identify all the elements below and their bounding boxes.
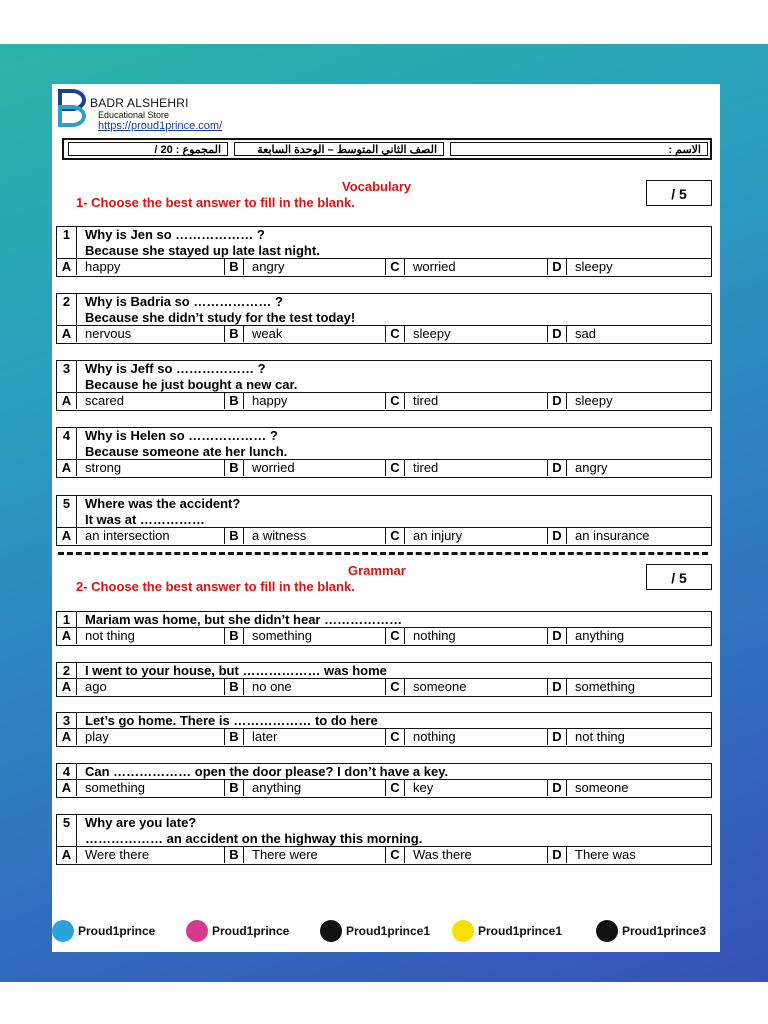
option-c[interactable]: nothing	[413, 628, 456, 643]
brand-logo-icon	[56, 88, 92, 128]
option-b[interactable]: weak	[252, 326, 283, 341]
option-b[interactable]: no one	[252, 679, 292, 694]
option-b[interactable]: something	[252, 628, 312, 643]
answer-options	[57, 678, 711, 696]
option-letter-b: B	[224, 528, 244, 544]
snapchat-icon	[452, 920, 474, 942]
question-text: Why is Jeff so ……………… ?	[85, 361, 266, 376]
question-text: Let’s go home. There is ……………… to do here	[85, 713, 378, 728]
option-d[interactable]: not thing	[575, 729, 625, 744]
social-handle: Proud1prince	[78, 924, 156, 938]
class-unit: الصف الثاني المتوسط – الوحدة السابعة	[234, 142, 444, 156]
question-number: 5	[57, 815, 77, 848]
option-letter-a: A	[57, 393, 77, 409]
worksheet	[52, 84, 720, 952]
option-letter-c: C	[385, 729, 405, 745]
option-letter-b: B	[224, 326, 244, 342]
option-c[interactable]: tired	[413, 460, 439, 475]
social-handle: Proud1prince1	[478, 924, 563, 938]
option-a[interactable]: Were there	[85, 847, 150, 862]
option-letter-c: C	[385, 528, 405, 544]
option-d[interactable]: anything	[575, 628, 625, 643]
question-text-line2: Because someone ate her lunch.	[85, 444, 288, 459]
question-number: 4	[57, 764, 77, 781]
option-letter-c: C	[385, 780, 405, 796]
social-handle: Proud1prince	[212, 924, 290, 938]
option-letter-d: D	[547, 780, 567, 796]
question-number: 5	[57, 496, 77, 529]
option-letter-d: D	[547, 460, 567, 476]
question-text-line2: Because she didn’t study for the test today!	[85, 310, 356, 325]
answer-options	[57, 392, 711, 410]
option-c[interactable]: someone	[413, 679, 467, 694]
vocabulary-score-box: / 5	[646, 180, 712, 206]
option-letter-c: C	[385, 679, 405, 695]
instagram-icon	[186, 920, 208, 942]
question-text: Why are you late?	[85, 815, 197, 830]
question-number: 1	[57, 227, 77, 260]
option-letter-b: B	[224, 847, 244, 863]
option-c[interactable]: nothing	[413, 729, 456, 744]
option-c[interactable]: an injury	[413, 528, 463, 543]
question-number: 3	[57, 713, 77, 730]
option-d[interactable]: angry	[575, 460, 608, 475]
option-a[interactable]: nervous	[85, 326, 132, 341]
option-letter-b: B	[224, 679, 244, 695]
option-d[interactable]: something	[575, 679, 635, 694]
option-d[interactable]: sad	[575, 326, 596, 341]
option-c[interactable]: key	[413, 780, 434, 795]
question-5	[56, 814, 712, 865]
option-c[interactable]: Was there	[413, 847, 472, 862]
social-handle: Proud1prince3	[622, 924, 707, 938]
option-b[interactable]: later	[252, 729, 278, 744]
option-b[interactable]: worried	[252, 460, 295, 475]
option-a[interactable]: scared	[85, 393, 125, 408]
option-letter-c: C	[385, 326, 405, 342]
tiktok-icon	[320, 920, 342, 942]
grammar-title: Grammar	[348, 563, 406, 578]
option-letter-d: D	[547, 628, 567, 644]
name-field[interactable]: الاسم :	[450, 142, 708, 156]
option-letter-a: A	[57, 847, 77, 863]
option-letter-c: C	[385, 259, 405, 275]
question-text: Where was the accident?	[85, 496, 241, 511]
option-letter-d: D	[547, 393, 567, 409]
vocabulary-instruction: 1- Choose the best answer to fill in the blank.	[76, 195, 355, 210]
option-c[interactable]: tired	[413, 393, 439, 408]
option-letter-a: A	[57, 679, 77, 695]
answer-options	[57, 627, 711, 645]
option-b[interactable]: a witness	[252, 528, 307, 543]
option-letter-c: C	[385, 847, 405, 863]
answer-options	[57, 325, 711, 343]
option-letter-c: C	[385, 393, 405, 409]
student-header	[62, 138, 712, 160]
option-letter-a: A	[57, 628, 77, 644]
question-text: Can ……………… open the door please? I don’t have a key.	[85, 764, 449, 779]
question-4	[56, 763, 712, 798]
question-1	[56, 611, 712, 646]
question-text-line2: Because she stayed up late last night.	[85, 243, 320, 258]
answer-options	[57, 527, 711, 545]
option-a[interactable]: strong	[85, 460, 122, 475]
answer-options	[57, 728, 711, 746]
option-letter-d: D	[547, 679, 567, 695]
option-d[interactable]: sleepy	[575, 259, 613, 274]
section-divider	[58, 552, 708, 555]
answer-options	[57, 846, 711, 864]
question-number: 1	[57, 612, 77, 629]
option-letter-b: B	[224, 393, 244, 409]
option-a[interactable]: play	[85, 729, 109, 744]
option-letter-a: A	[57, 460, 77, 476]
option-a[interactable]: an intersection	[85, 528, 170, 543]
option-d[interactable]: There was	[575, 847, 636, 862]
option-letter-a: A	[57, 729, 77, 745]
question-3	[56, 360, 712, 411]
question-text-line2: ……………… an accident on the highway this morning.	[85, 831, 423, 846]
social-handle: Proud1prince1	[346, 924, 431, 938]
brand-name: BADR ALSHEHRI	[90, 96, 189, 110]
option-c[interactable]: sleepy	[413, 326, 451, 341]
question-number: 3	[57, 361, 77, 394]
option-letter-a: A	[57, 780, 77, 796]
option-a[interactable]: happy	[85, 259, 121, 274]
option-letter-b: B	[224, 780, 244, 796]
question-3	[56, 712, 712, 747]
question-text: Why is Helen so ……………… ?	[85, 428, 278, 443]
option-letter-d: D	[547, 847, 567, 863]
option-letter-b: B	[224, 259, 244, 275]
question-number: 2	[57, 294, 77, 327]
question-text: I went to your house, but ……………… was home	[85, 663, 387, 678]
option-letter-d: D	[547, 259, 567, 275]
option-letter-b: B	[224, 628, 244, 644]
brand-subtitle: Educational Store	[98, 110, 170, 120]
question-2	[56, 662, 712, 697]
option-b[interactable]: anything	[252, 780, 302, 795]
grammar-instruction: 2- Choose the best answer to fill in the blank.	[76, 579, 355, 594]
option-d[interactable]: sleepy	[575, 393, 613, 408]
option-a[interactable]: not thing	[85, 628, 135, 643]
option-b[interactable]: There were	[252, 847, 318, 862]
answer-options	[57, 459, 711, 477]
answer-options	[57, 779, 711, 797]
x-icon	[596, 920, 618, 942]
question-5	[56, 495, 712, 546]
question-text: Why is Jen so ……………… ?	[85, 227, 265, 242]
option-d[interactable]: an insurance	[575, 528, 650, 543]
question-1	[56, 226, 712, 277]
option-b[interactable]: happy	[252, 393, 288, 408]
question-text-line2: It was at ……………	[85, 512, 205, 527]
option-letter-c: C	[385, 460, 405, 476]
option-a[interactable]: ago	[85, 679, 107, 694]
option-letter-a: A	[57, 326, 77, 342]
question-2	[56, 293, 712, 344]
vocabulary-title: Vocabulary	[342, 179, 412, 194]
option-letter-d: D	[547, 528, 567, 544]
option-letter-c: C	[385, 628, 405, 644]
option-b[interactable]: angry	[252, 259, 285, 274]
brand-url[interactable]: https://proud1prince.com/	[98, 120, 223, 132]
answer-options	[57, 258, 711, 276]
question-text: Mariam was home, but she didn’t hear ………………	[85, 612, 403, 627]
option-letter-d: D	[547, 729, 567, 745]
grammar-score-box: / 5	[646, 564, 712, 590]
option-a[interactable]: something	[85, 780, 145, 795]
option-letter-d: D	[547, 326, 567, 342]
option-c[interactable]: worried	[413, 259, 456, 274]
option-d[interactable]: someone	[575, 780, 629, 795]
question-text: Why is Badria so ……………… ?	[85, 294, 283, 309]
option-letter-a: A	[57, 259, 77, 275]
telegram-icon	[52, 920, 74, 942]
option-letter-b: B	[224, 460, 244, 476]
option-letter-b: B	[224, 729, 244, 745]
question-4	[56, 427, 712, 478]
question-number: 2	[57, 663, 77, 680]
question-number: 4	[57, 428, 77, 461]
option-letter-a: A	[57, 528, 77, 544]
total-score: المجموع : 20 /	[68, 142, 228, 156]
question-text-line2: Because he just bought a new car.	[85, 377, 298, 392]
